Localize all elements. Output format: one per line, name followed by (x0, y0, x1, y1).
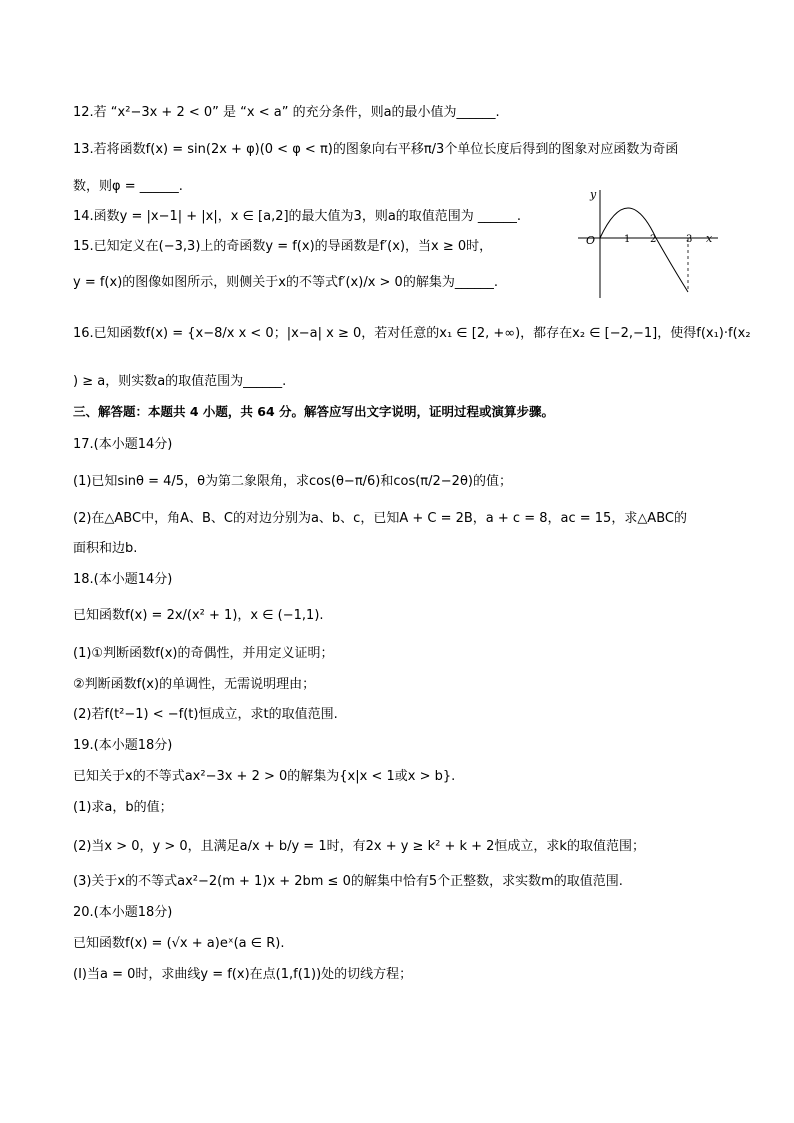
q17-title: 17.(本小题14分) (73, 437, 173, 452)
line-q15: 15.已知定义在(−3,3)上的奇函数y = f(x)的导函数是f′(x)，当x ≥ 0时， (73, 239, 493, 254)
q19-part3: (3)关于x的不等式ax²−2(m + 1)x + 2bm ≤ 0的解集中恰有5个正整数，求实数m的取值范围. (73, 874, 623, 889)
line-q13: 13.若将函数f(x) = sin(2x + φ)(0 < φ < π)的图象向右平移π/3个单位长度后得到的图象对应函数为奇函 (73, 142, 679, 157)
tick-label-3: 3 (686, 234, 693, 245)
q17-part2-cont: 面积和边b. (73, 541, 138, 556)
q18-part2: (2)若f(t²−1) < −f(t)恒成立，求t的取值范围. (73, 707, 338, 722)
section-heading: 三、解答题：本题共 4 小题，共 64 分。解答应写出文字说明，证明过程或演算步骤。 (73, 404, 555, 419)
function-curve (600, 208, 688, 292)
y-axis-label: y (590, 188, 597, 201)
q20-title: 20.(本小题18分) (73, 905, 173, 920)
line-q16-cont: ) ≥ a，则实数a的取值范围为______. (73, 374, 287, 389)
q18-stem: 已知函数f(x) = 2x/(x² + 1)，x ∈ (−1,1). (73, 608, 324, 623)
tick-label-2: 2 (650, 234, 657, 245)
origin-label: O (586, 234, 596, 247)
q17-part2: (2)在△ABC中，角A、B、C的对边分别为a、b、c，已知A + C = 2B，a + c = 8，ac = 15，求△ABC的 (73, 511, 687, 526)
q20-part1: (Ⅰ)当a = 0时，求曲线y = f(x)在点(1,f(1))处的切线方程； (73, 967, 413, 982)
q18-part1a: (1)①判断函数f(x)的奇偶性，并用定义证明； (73, 646, 334, 661)
q19-part2: (2)当x > 0，y > 0，且满足a/x + b/y = 1时，有2x + y ≥ k² + k + 2恒成立，求k的取值范围； (73, 839, 645, 854)
q18-title: 18.(本小题14分) (73, 572, 173, 587)
q19-part1: (1)求a，b的值； (73, 800, 173, 815)
function-graph (578, 186, 723, 304)
q19-title: 19.(本小题18分) (73, 738, 173, 753)
line-q13-cont: 数，则φ = ______. (73, 179, 183, 194)
q17-part1: (1)已知sinθ = 4/5，θ为第二象限角，求cos(θ−π/6)和cos(π/2−2θ)的值； (73, 474, 512, 489)
line-q12: 12.若 “x²−3x + 2 < 0” 是 “x < a” 的充分条件，则a的最小值为______. (73, 105, 500, 120)
line-q14: 14.函数y = |x−1| + |x|，x ∈ [a,2]的最大值为3，则a的取值范围为 ______. (73, 209, 522, 224)
line-q15-cont: y = f(x)的图像如图所示，则侧关于x的不等式f′(x)/x > 0的解集为______. (73, 275, 498, 290)
q20-stem: 已知函数f(x) = (√x + a)eˣ(a ∈ R). (73, 936, 285, 951)
q18-part1b: ②判断函数f(x)的单调性，无需说明理由； (73, 677, 316, 692)
tick-label-1: 1 (624, 234, 631, 245)
x-axis-label: x (706, 232, 713, 245)
line-q16: 16.已知函数f(x) = {x−8/x x < 0；|x−a| x ≥ 0，若对任意的x₁ ∈ [2, +∞)，都存在x₂ ∈ [−2,−1]，使得f(x₁)·f(x₂ (73, 326, 751, 341)
q19-stem: 已知关于x的不等式ax²−3x + 2 > 0的解集为{x|x < 1或x > b}. (73, 769, 456, 784)
